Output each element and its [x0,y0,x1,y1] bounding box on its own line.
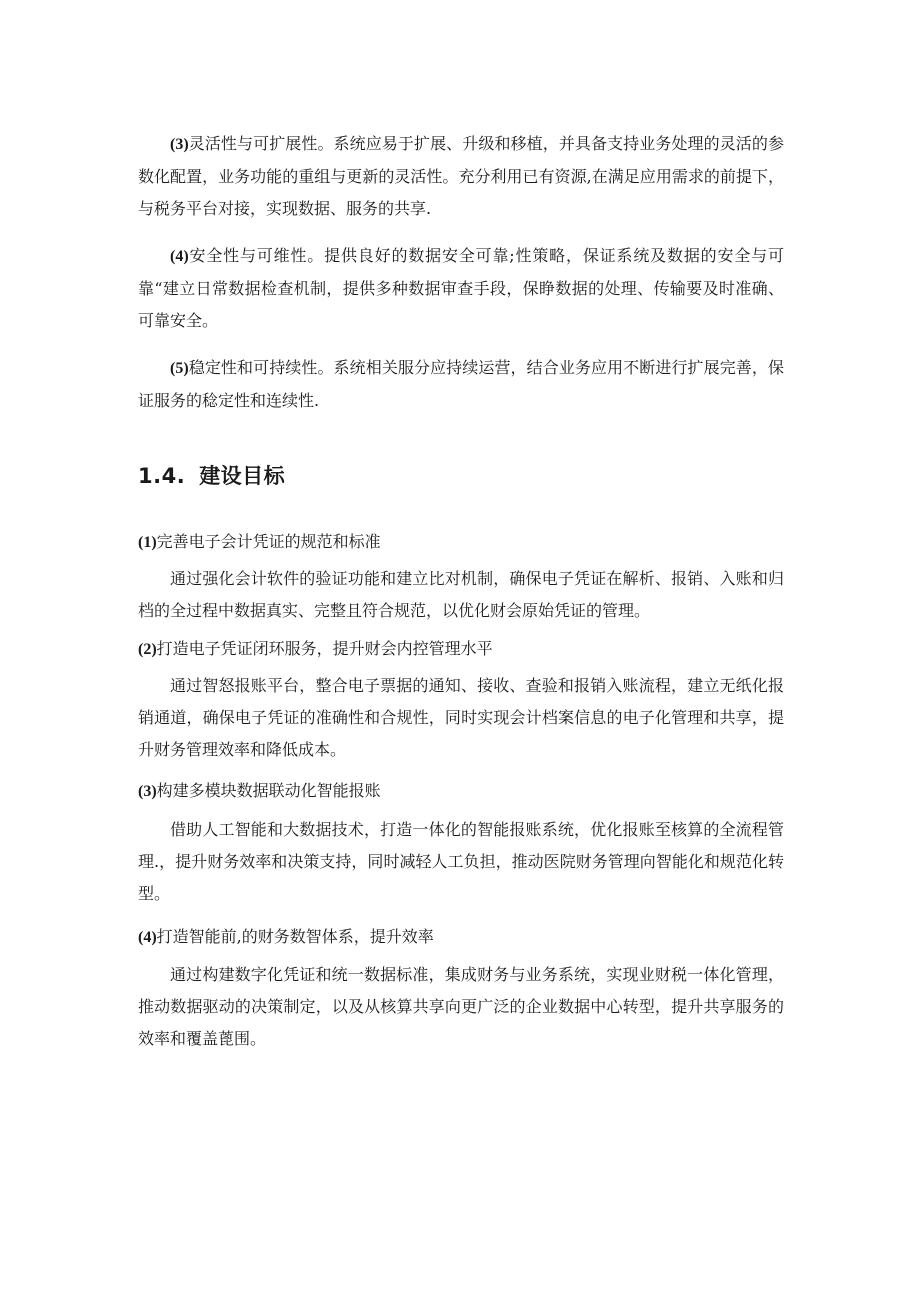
section-title: 建设目标 [199,464,286,488]
goal-title-text: 打造电子凭证闭环服务，提升财会内控管理水平 [156,639,493,658]
principle-paragraph-5 [138,352,784,417]
goal-title-text: 构建多模块数据联动化智能报账 [156,781,381,800]
paragraph-text: 安全性与可维性。提供良好的数据安全可靠;性策略，保证系统及数据的安全与可靠“建立日常数据检查机制，提供多种数据审查手段，保睁数据的处理、传输要及时准确、可靠安全。 [138,246,784,330]
goal-title-4 [138,922,784,953]
paragraph-text: 通过强化会计软件的验证功能和建立比对机制，确保电子凭证在解析、报销、入账和归档的全过程中数据真实、完整且符合规范，以优化财会原始凭证的管理。 [138,569,784,620]
goal-body-2 [138,670,784,766]
goal-title-1 [138,527,784,558]
goal-title-text: 打造智能前,的财务数智体系，提升效率 [156,927,434,946]
principle-paragraph-3 [138,128,784,225]
item-number: (4) [170,248,189,265]
item-number: (3) [138,783,157,800]
goal-title-2 [138,634,784,665]
goal-title-3 [138,776,784,807]
paragraph-text: 通过智怒报账平台，整合电子票据的通知、接收、查验和报销入账流程，建立无纸化报销通道，确保电子凭证的准确性和合规性，同时实现会计档案信息的电子化管理和共享，提升财务管理效率和降低成本。 [138,676,784,759]
section-heading [138,458,285,494]
section-number: 1.4. [138,464,186,488]
paragraph-text: 灵活性与可扩展性。系统应易于扩展、升级和移植，并具备支持业务处理的灵活的参数化配置，业务功能的重组与更新的灵活性。充分利用已有资源,在满足应用需求的前提下，与税务平台对接，实现数据、服务的共享. [138,134,784,218]
goal-title-text: 完善电子会计凭证的规范和标准 [156,532,381,551]
goal-body-3 [138,814,784,910]
paragraph-text: 稳定性和可持续性。系统相关服分应持续运营，结合业务应用不断进行扩展完善，保证服务的稔定性和连续性. [138,358,784,410]
principle-paragraph-4 [138,240,784,337]
goal-body-4 [138,959,784,1055]
goal-body-1 [138,563,784,627]
paragraph-text: 通过构建数字化凭证和统一数据标准，集成财务与业务系统，实现业财税一体化管理，推动数据驱动的决策制定，以及从核算共享向更广泛的企业数据中心转型，提升共享服务的效率和覆盖蓖围。 [138,965,784,1048]
item-number: (4) [138,929,157,946]
paragraph-text: 借助人工智能和大数据技术，打造一体化的智能报账系统，优化报账至核算的全流程管理.，提升财务效率和决策支持，同时减轻人工负担，推动医院财务管理向智能化和规范化转型。 [138,820,784,903]
item-number: (1) [138,534,157,551]
item-number: (3) [170,136,189,153]
item-number: (2) [138,641,157,658]
item-number: (5) [170,360,189,377]
